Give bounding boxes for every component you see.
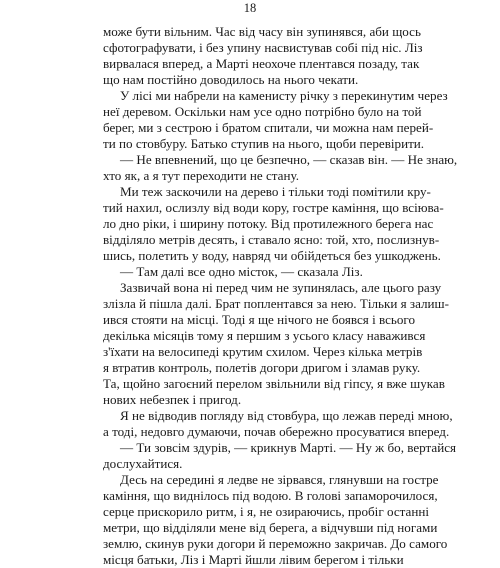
text-line: — Там далі все одно місток, — сказала Ліз. — [120, 264, 363, 279]
text-line: У лісі ми набрели на каменисту річку з перекинутим через — [120, 88, 448, 103]
text-line: каміння, що виднілось під водою. В голові запаморочилося, — [103, 488, 438, 503]
text-line: декілька місяців тому я першим з усього класу наважився — [103, 328, 426, 343]
text-line: неї деревом. Оскільки нам усе одно потрібно було на той — [103, 104, 422, 119]
text-line: може бути вільним. Час від часу він зупинявся, аби щось — [103, 24, 421, 39]
text-body — [103, 24, 458, 568]
text-line: Я не відводив погляду від стовбура, що лежав переді мною, — [120, 408, 453, 423]
text-line: сфотографувати, і без упину насвистував собі під ніс. Ліз — [103, 40, 423, 55]
text-line: з'їхати на велосипеді крутим схилом. Через кілька метрів — [103, 344, 423, 359]
text-line: злізла й пішла далі. Брат поплентався за нею. Тільки я залиш- — [103, 296, 449, 311]
text-line: берег, ми з сестрою і братом спитали, чи можна нам перей- — [103, 120, 434, 135]
paragraph — [103, 472, 448, 568]
paragraph — [103, 152, 458, 184]
text-line: шись, полетить у воду, навряд чи обійдеться без ушкоджень. — [103, 248, 441, 263]
text-line: відділяло метрів десять, і ставало ясно: той, хто, послизнув- — [103, 232, 440, 247]
text-line: вирвалася вперед, а Марті неохоче плентався позаду, так — [103, 56, 420, 71]
paragraph — [103, 184, 444, 264]
text-line: Ми теж заскочили на дерево і тільки тоді помітили кру- — [120, 184, 431, 199]
text-line: — Ти зовсім здурів, — крикнув Марті. — Ну ж бо, вертайся — [120, 440, 457, 455]
text-line: землю, скинув руки догори й переможно закричав. До самого — [103, 536, 448, 551]
text-line: ло дно ріки, і ширину потоку. Від протилежного берега нас — [103, 216, 434, 231]
text-line: ився стояти на місці. Тоді я ще нічого не боявся і всього — [103, 312, 416, 327]
text-line: дослухайтися. — [103, 456, 183, 471]
text-line: ти по стовбуру. Батько ступив на нього, щоби перевірити. — [103, 136, 425, 151]
text-line: тий нахил, ослизлу від води кору, гостре каміння, що всіюва- — [103, 200, 444, 215]
text-line: нових небезпек і пригод. — [103, 392, 242, 407]
paragraph — [103, 24, 423, 88]
paragraph — [103, 280, 449, 408]
text-line: Десь на середині я ледве не зірвався, глянувши на гостре — [120, 472, 439, 487]
text-line: а тоді, недовго думаючи, почав обережно просуватися вперед. — [103, 424, 450, 439]
text-line: серце прискорило ритм, і я, не озираючись, пробіг останні — [103, 504, 429, 519]
paragraph — [103, 408, 453, 440]
text-line: Зазвичай вона ні перед чим не зупинялась, але цього разу — [120, 280, 442, 295]
text-line: я втратив контроль, полетів догори дригом і зламав руку. — [103, 360, 421, 375]
text-line: хто як, а я тут переходити не стану. — [103, 168, 300, 183]
text-line: Та, щойно загоєний перелом звільнили від гіпсу, я вже шукав — [103, 376, 445, 391]
page-number: 18 — [243, 1, 257, 15]
text-line: що нам постійно доводилось на нього чекати. — [103, 72, 359, 87]
text-line: — Не впевнений, що це безпечно, — сказав він. — Не знаю, — [120, 152, 458, 167]
text-line: місця батьки, Ліз і Марті йшли лівим берегом і тільки — [103, 552, 404, 567]
paragraph — [103, 440, 457, 472]
text-line: метри, що відділяли мене від берега, а відчувши під ногами — [103, 520, 438, 535]
paragraph — [103, 264, 397, 280]
paragraph — [103, 88, 448, 152]
